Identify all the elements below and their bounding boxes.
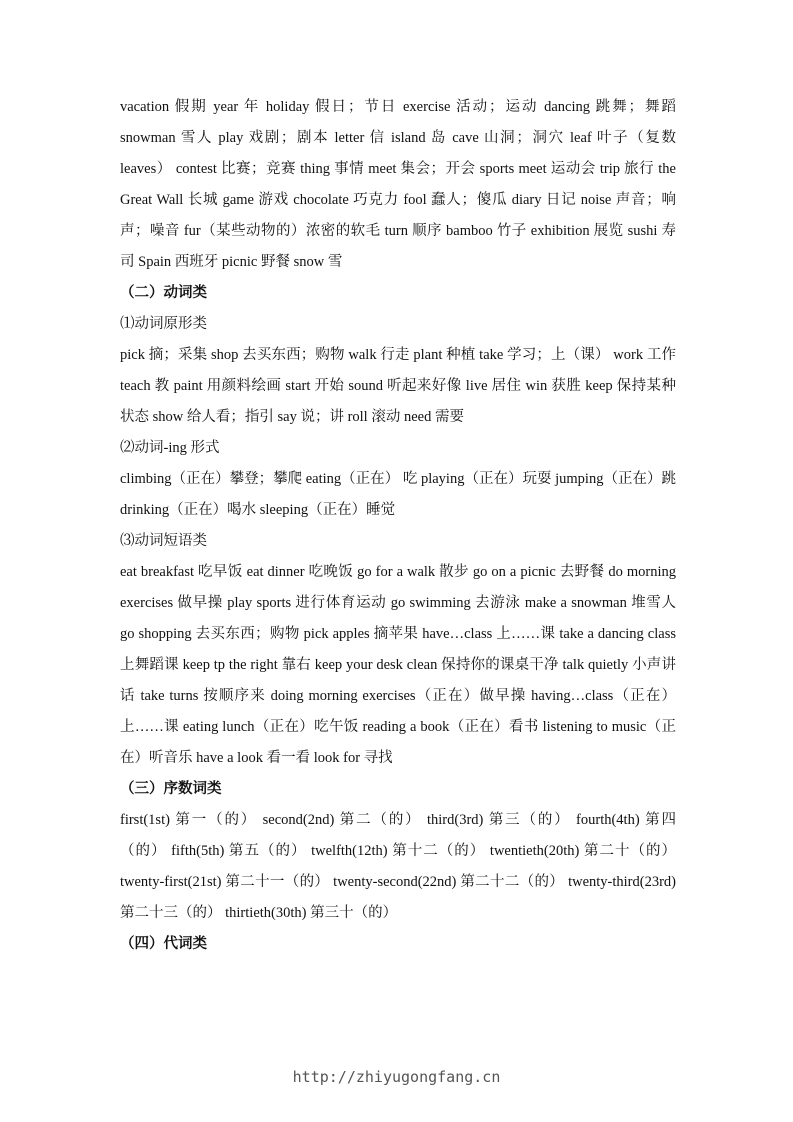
subheading-base-verbs: ⑴动词原形类 xyxy=(120,316,207,332)
section-heading-pronouns: （四）代词类 xyxy=(120,936,207,952)
document-body xyxy=(120,92,676,960)
noun-vocabulary-paragraph: vacation 假期 year 年 holiday 假日；节日 exercise 活动；运动 dancing 跳舞；舞蹈 snowman 雪人 play 戏剧；剧本 letter 信 island 岛 cave 山洞；洞穴 leaf 叶子（复数 leaves） contest 比赛；竞赛 thing 事情 meet 集会；开会 sports meet 运动会 trip 旅行 the Great Wall 长城 game 游戏 chocolate 巧克力 fool 蠢人；傻瓜 diary 日记 noise 声音；响声；噪音 fur（某些动物的）浓密的软毛 turn 顺序 bamboo 竹子 exhibition 展览 sushi 寿司 Spain 西班牙 picnic 野餐 snow 雪 xyxy=(120,99,676,270)
subheading-verb-phrases: ⑶动词短语类 xyxy=(120,533,207,549)
verb-phrases-paragraph: eat breakfast 吃早饭 eat dinner 吃晚饭 go for a walk 散步 go on a picnic 去野餐 do morning exercises 做早操 play sports 进行体育运动 go swimming 去游泳 make a snowman 堆雪人 go shopping 去买东西；购物 pick apples 摘苹果 have…class 上……课 take a dancing class 上舞蹈课 keep tp the right 靠右 keep your desk clean 保持你的课桌干净 talk quietly 小声讲话 take turns 按顺序来 doing morning exercises（正在）做早操 having…class（正在）上……课 eating lunch（正在）吃午饭 reading a book（正在）看书 listening to music（正在）听音乐 have a look 看一看 look for 寻找 xyxy=(120,564,676,766)
subheading-ing-verbs: ⑵动词-ing 形式 xyxy=(120,440,220,456)
footer-url[interactable]: http://zhiyugongfang.cn xyxy=(292,1068,501,1086)
base-verbs-paragraph: pick 摘；采集 shop 去买东西；购物 walk 行走 plant 种植 take 学习；上（课） work 工作 teach 教 paint 用颜料绘画 start 开始 sound 听起来好像 live 居住 win 获胜 keep 保持某种状态 show 给人看；指引 say 说；讲 roll 滚动 need 需要 xyxy=(120,347,676,425)
section-heading-verbs: （二）动词类 xyxy=(120,285,207,301)
ing-verbs-paragraph: climbing（正在）攀登；攀爬 eating（正在） 吃 playing（正在）玩耍 jumping（正在）跳 drinking（正在）喝水 sleeping（正在）睡觉 xyxy=(120,471,676,518)
section-heading-ordinals: （三）序数词类 xyxy=(120,781,222,797)
ordinals-paragraph: first(1st) 第一（的） second(2nd) 第二（的） third(3rd) 第三（的） fourth(4th) 第四（的） fifth(5th) 第五（的） twelfth(12th) 第十二（的） twentieth(20th) 第二十（的） twenty-first(21st) 第二十一（的） twenty-second(22nd) 第二十二（的） twenty-third(23rd) 第二十三（的） thirtieth(30th) 第三十（的） xyxy=(120,812,676,921)
